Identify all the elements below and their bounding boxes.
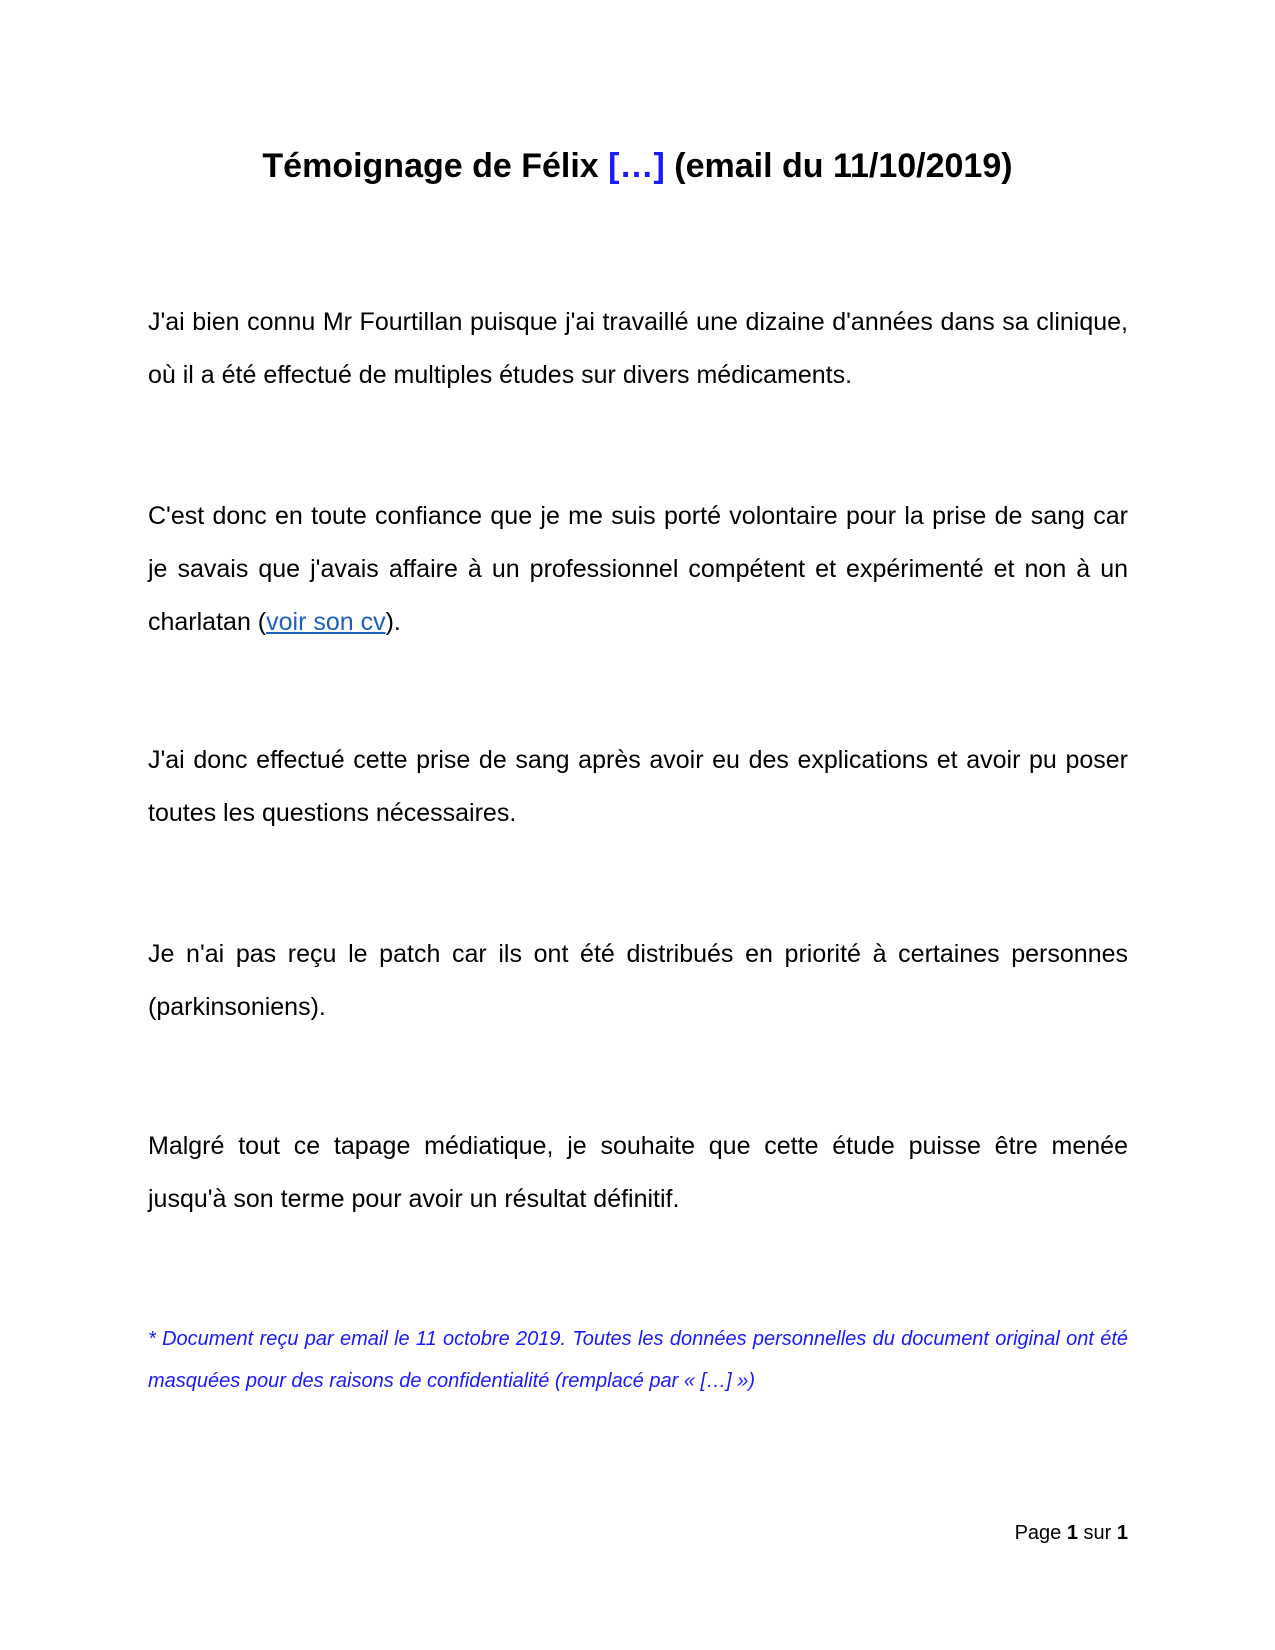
paragraph-2-after: ). xyxy=(385,608,401,636)
paragraph-3 xyxy=(148,734,1128,840)
paragraph-2 xyxy=(148,490,1128,649)
footer-total-pages: 1 xyxy=(1116,1522,1128,1544)
cv-link[interactable]: voir son cv xyxy=(266,608,386,636)
paragraph-2-text xyxy=(148,490,1128,649)
title-text: Témoignage de Félix xyxy=(262,147,609,185)
title-date: (email du 11/10/2019) xyxy=(664,147,1013,185)
title-redacted-name: […] xyxy=(608,147,665,185)
footer-current-page: 1 xyxy=(1066,1522,1078,1544)
page-number-footer xyxy=(1015,1520,1128,1546)
paragraph-2-before: C'est donc en toute confiance que je me suis porté volontaire pour la prise de sang car je savais que j'avais affaire à un professionnel compétent et expérimenté et non à un charlatan ( xyxy=(148,502,1128,636)
paragraph-5 xyxy=(148,1120,1128,1226)
paragraph-3-text: J'ai donc effectué cette prise de sang après avoir eu des explications et avoir pu poser toutes les questions nécessaires. xyxy=(148,746,1128,827)
confidentiality-note: * Document reçu par email le 11 octobre 2019. Toutes les données personnelles du document original ont été masquées pour des raisons de confidentialité (remplacé par « […] ») xyxy=(148,1328,1128,1392)
paragraph-1-text: J'ai bien connu Mr Fourtillan puisque j'ai travaillé une dizaine d'années dans sa clinique, où il a été effectué de multiples études sur divers médicaments. xyxy=(148,308,1128,389)
page-title xyxy=(0,146,1275,186)
paragraph-5-text: Malgré tout ce tapage médiatique, je souhaite que cette étude puisse être menée jusqu'à son terme pour avoir un résultat définitif. xyxy=(148,1132,1128,1213)
paragraph-1 xyxy=(148,296,1128,402)
paragraph-4-text: Je n'ai pas reçu le patch car ils ont été distribués en priorité à certaines personnes (parkinsoniens). xyxy=(148,940,1128,1021)
footer-sur-word: sur xyxy=(1077,1522,1117,1544)
footer-page-word: Page xyxy=(1014,1522,1067,1544)
paragraph-4 xyxy=(148,928,1128,1034)
